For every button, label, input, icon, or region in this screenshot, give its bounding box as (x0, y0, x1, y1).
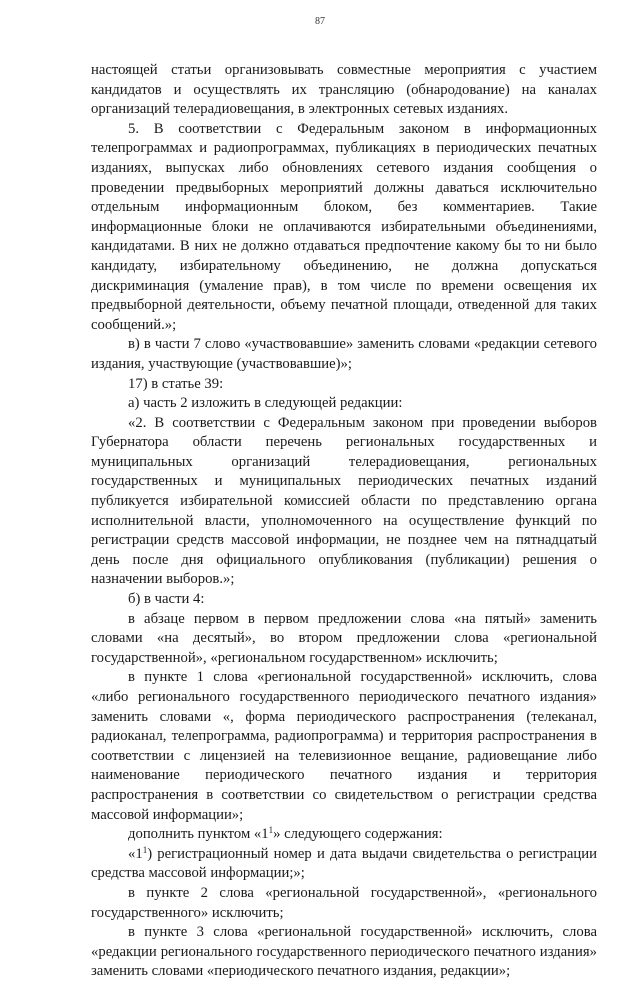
paragraph-10-text-before: дополнить пунктом «1 (128, 826, 269, 843)
paragraph-11 (91, 845, 597, 884)
document-body (91, 61, 597, 982)
page-number: 87 (315, 16, 325, 27)
paragraph-11-text-before: «1 (128, 845, 143, 862)
paragraph-6: «2. В соответствии с Федеральным законом при проведении выборов Губернатора области перечень региональных государственных и муниципальных организаций телерадиовещания, региональных государственных и муниципальных периодических печатных изданий публикуется избирательной комиссией области по представлению органа исполнительной власти, уполномоченного на осуществление функций по регистрации средств массовой информации, не позднее чем на пятнадцатый день после дня официального опубликования (публикации) решения о назначении выборов.»; (91, 414, 597, 588)
paragraph-10-text-after: » следующего содержания: (273, 826, 443, 843)
paragraph-11-text-after: ) регистрационный номер и дата выдачи свидетельства о регистрации средства массовой информации;»; (91, 845, 597, 882)
paragraph-10 (91, 825, 597, 845)
paragraph-1: настоящей статьи организовывать совместные мероприятия с участием кандидатов и осуществлять их трансляцию (обнародование) на каналах организаций телерадиовещания, в электронных сетевых изданиях. (91, 62, 597, 118)
paragraph-13: в пункте 3 слова «региональной государственной» исключить, слова «редакции регионального государственного периодического печатного издания» заменить словами «периодического печатного издания, редакции»; (91, 924, 597, 980)
paragraph-4: 17) в статье 39: (128, 375, 224, 392)
paragraph-8: в абзаце первом в первом предложении слова «на пятый» заменить словами «на десятый», во втором предложении слова «региональной государственной», «региональном государственном» исключить; (91, 610, 597, 666)
paragraph-7: б) в части 4: (128, 591, 205, 608)
paragraph-3: в) в части 7 слово «участвовавшие» заменить словами «редакции сетевого издания, участвующие (участвовавшие)»; (91, 336, 597, 372)
paragraph-12: в пункте 2 слова «региональной государственной», «регионального государственного» исключить; (91, 884, 597, 921)
paragraph-11-superscript: 1 (142, 844, 148, 855)
paragraph-10-superscript: 1 (268, 825, 274, 836)
paragraph-5: а) часть 2 изложить в следующей редакции: (128, 395, 403, 412)
paragraph-2: 5. В соответствии с Федеральным законом в информационных телепрограммах и радиопрограммах, публикациях в периодических печатных изданиях, выпусках либо обновлениях сетевого издания сообщения о проведении предвыборных мероприятий должны даваться исключительно отдельным информационным блоком, без комментариев. Такие информационные блоки не оплачиваются избирательными объединениями, кандидатами. В них не должно отдаваться предпочтение какому бы то ни было кандидату, избирательному объединению, не должна допускаться дискриминация (умаление прав), в том числе по времени освещения их предвыборной деятельности, объему печатной площади, отведенной для таких сообщений.»; (91, 120, 597, 333)
paragraph-9: в пункте 1 слова «региональной государственной» исключить, слова «либо регионального государственного периодического печатного издания» заменить словами «, форма периодического распространения (телеканал, радиоканал, телепрограмма, радиопрограмма) и территория распространения в соответствии с лицензией на телевизионное вещание, радиовещание либо наименование периодического печатного издания и территория распространения в соответствии со свидетельством о регистрации средства массовой информации»; (91, 669, 597, 823)
